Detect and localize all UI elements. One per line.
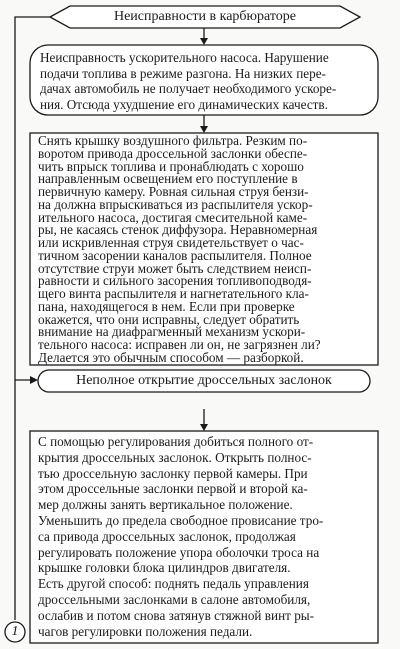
fault-text [40, 50, 370, 112]
fix-line: чагов регулировки положения педали. [38, 623, 253, 639]
fault-line: Неисправность ускорительного насоса. Нарушение [40, 50, 329, 65]
fix-line: дроссельными заслонками в салоне автомобиля, [38, 591, 311, 607]
check-line: воротом привода дроссельной заслонки обеспе- [38, 145, 308, 161]
fix-line: са привода дроссельных заслонок, продолжая [38, 528, 296, 544]
fault-line: подачи топлива в режиме разгона. На низких пере- [40, 65, 326, 81]
check-line: Снять крышку воздушного фильтра. Резким по- [38, 133, 308, 148]
fault-line: ния. Отсюда ухудшение его динамических качеств. [40, 96, 328, 112]
check-line: тельного насоса: исправен ли он, не загрязнен ли? [38, 337, 321, 352]
check-line: тичном засорении каналов распылителя. Полное [38, 247, 312, 263]
check-line: окажется, что они исправны, следует обратить [38, 311, 300, 327]
check-line: первичную камеру. Ровная сильная струя бензи- [38, 184, 309, 199]
fix-text [38, 434, 373, 639]
check-line: щего винта распылителя и нагнетательного кла- [38, 286, 309, 301]
fix-line: крышке головки блока цилиндров двигателя. [38, 560, 291, 576]
arrow-3 [200, 424, 208, 431]
connector-label: 1 [11, 624, 19, 639]
check-line: направленным освещением его поступление в [38, 171, 298, 187]
fault-line: дачах автомобиль не получает необходимого ускоре- [40, 81, 337, 97]
header-title: Неисправности в карбюраторе [113, 9, 296, 24]
fix-line: С помощью регулирования добиться полного от- [38, 434, 314, 449]
arrow-1 [200, 38, 208, 45]
check-line: на должна впрыскиваться из распылителя ускор- [38, 196, 313, 212]
fix-line: мер должны занять вертикальное положение. [38, 497, 293, 513]
check-line: чить впрыск топлива и пронаблюдать с хорошо [38, 158, 304, 174]
throttle-title: Неполное открытие дроссельных заслонок [76, 373, 332, 388]
fix-line: этом дроссельные заслонки первой и второй ка- [38, 481, 308, 497]
check-line: отсутствие струи может быть следствием неисп- [38, 260, 312, 276]
check-line: ительного насоса, достигая смесительной каме- [38, 209, 308, 225]
check-line: пана, находящегося в нем. Если при проверке [38, 298, 295, 314]
fix-line: Есть другой способ: поднять педаль управления [38, 576, 309, 592]
fix-line: Уменьшить до предела свободное провисание тро- [38, 512, 324, 528]
arrow-2 [200, 126, 208, 133]
fix-line: ослабив и потом снова затянув стяжной винт ры- [38, 607, 315, 623]
check-line: ры, не касаясь стенок диффузора. Неравномерная [38, 222, 318, 238]
check-line: равности и сильного засорения топливоподводя- [38, 273, 312, 289]
branch-arrowhead [30, 376, 38, 384]
check-line: или искривленная струя свидетельствует о час- [38, 235, 304, 250]
fix-line: крытия дроссельных заслонок. Открыть полнос- [38, 449, 312, 465]
fix-line: тью дроссельную заслонку первой камеры. При [38, 465, 308, 481]
check-line: Делается это обычным способом — разборкой. [38, 349, 304, 365]
fix-line: регулировать положение упора оболочки троса на [38, 544, 320, 560]
check-line: внимание на диафрагменный механизм ускори- [38, 324, 306, 340]
check-text [38, 135, 373, 365]
